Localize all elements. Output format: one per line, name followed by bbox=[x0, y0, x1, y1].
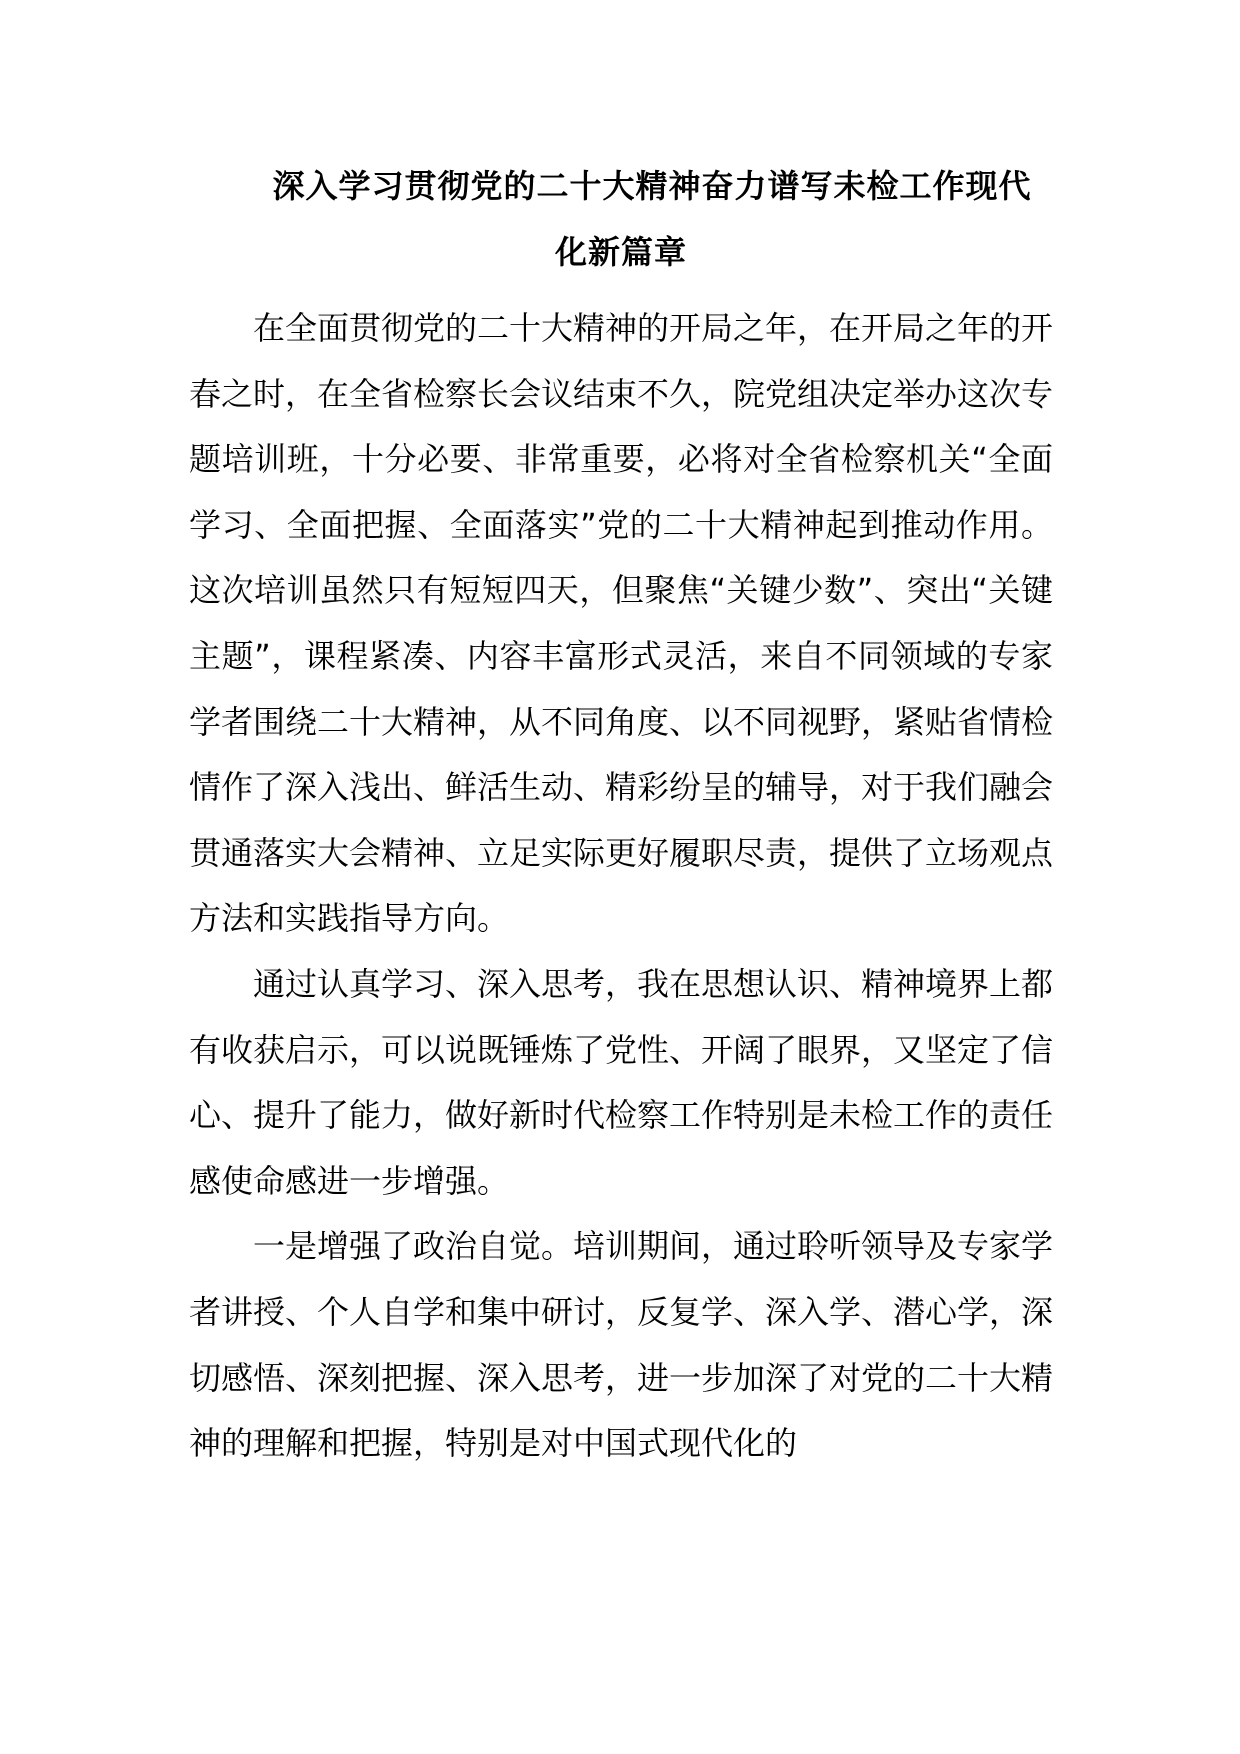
paragraph-1: 在全面贯彻党的二十大精神的开局之年，在开局之年的开春之时，在全省检察长会议结束不久，院党组决定举办这次专题培训班，十分必要、非常重要，必将对全省检察机关“全面学习、全面把握、全面落实”党的二十大精神起到推动作用。这次培训虽然只有短短四天，但聚焦“关键少数”、突出“关键主题”，课程紧凑、内容丰富形式灵活，来自不同领域的专家学者围绕二十大精神，从不同角度、以不同视野，紧贴省情检情作了深入浅出、鲜活生动、精彩纷呈的辅导，对于我们融会贯通落实大会精神、立足实际更好履职尽责，提供了立场观点方法和实践指导方向。 bbox=[189, 309, 1054, 938]
document-title-line-2: 化新篇章 bbox=[554, 233, 687, 271]
document-title-line-1: 深入学习贯彻党的二十大精神奋力谱写未检工作现代 bbox=[272, 167, 1032, 205]
paragraph-3: 一是增强了政治自觉。培训期间，通过聆听领导及专家学者讲授、个人自学和集中研讨，反复学、深入学、潜心学，深切感悟、深刻把握、深入思考，进一步加深了对党的二十大精神的理解和把握，特别是对中国式现代化的 bbox=[189, 1227, 1054, 1463]
paragraph-2: 通过认真学习、深入思考，我在思想认识、精神境界上都有收获启示，可以说既锤炼了党性、开阔了眼界，又坚定了信心、提升了能力，做好新时代检察工作特别是未检工作的责任感使命感进一步增强。 bbox=[189, 964, 1054, 1200]
document-body bbox=[189, 296, 1053, 1477]
